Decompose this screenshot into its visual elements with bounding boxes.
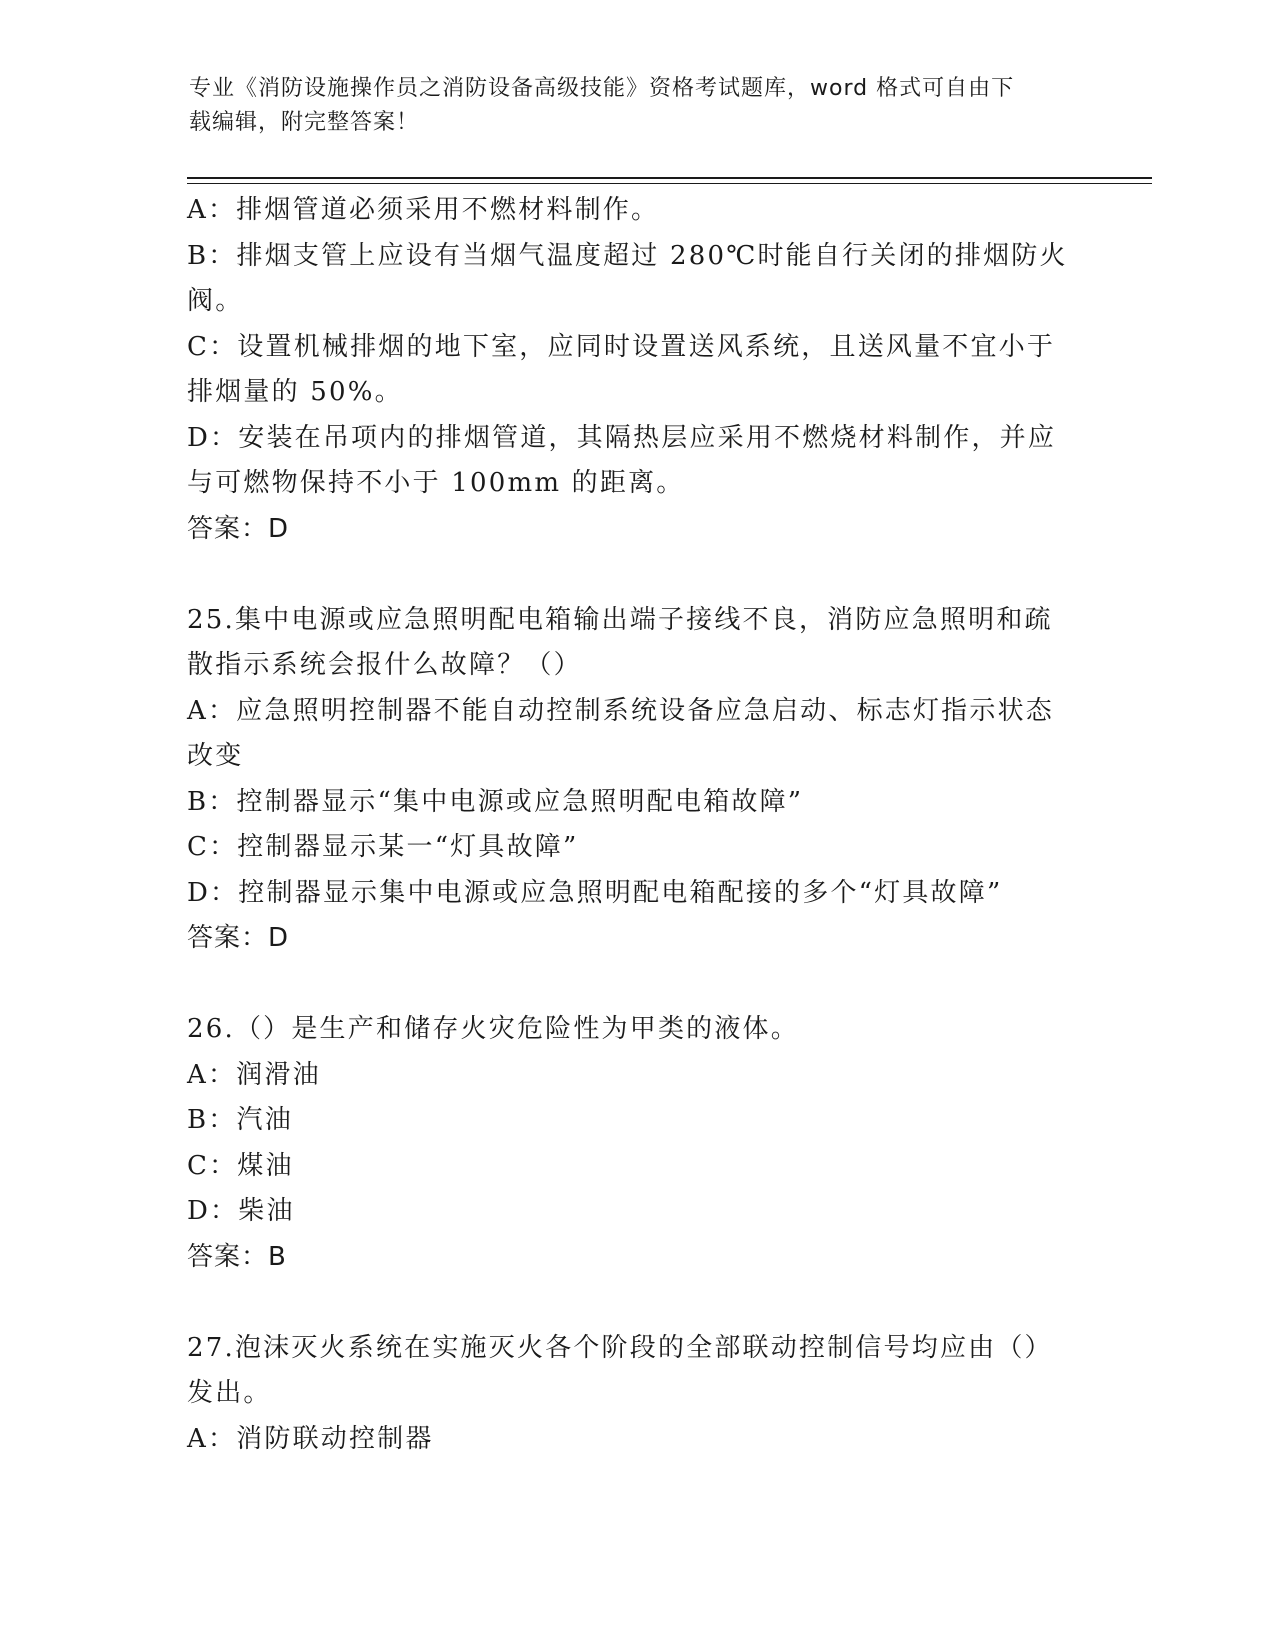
question-stem: 25.集中电源或应急照明配电箱输出端子接线不良，消防应急照明和疏 [187, 604, 1053, 635]
spacer [187, 1280, 1087, 1326]
question-26-block [187, 1007, 1087, 1280]
option-a: A：应急照明控制器不能自动控制系统设备应急启动、标志灯指示状态 [187, 695, 1054, 726]
header-rule-thin [187, 183, 1152, 184]
option-d: D：安装在吊项内的排烟管道，其隔热层应采用不燃烧材料制作，并应 [187, 422, 1057, 453]
option-b: B：控制器显示“集中电源或应急照明配电箱故障” [187, 786, 804, 817]
spacer [187, 962, 1087, 1008]
question-24-block [187, 188, 1087, 552]
answer: 答案：D [187, 923, 290, 953]
option-d: D：控制器显示集中电源或应急照明配电箱配接的多个“灯具故障” [187, 877, 1003, 908]
question-stem: 26.（）是生产和储存火灾危险性为甲类的液体。 [187, 1014, 799, 1044]
option-b: B：排烟支管上应设有当烟气温度超过 280℃时能自行关闭的排烟防火 [187, 240, 1068, 271]
answer: 答案：D [187, 513, 290, 544]
question-content [187, 188, 1087, 1462]
option-c: C：设置机械排烟的地下室，应同时设置送风系统，且送风量不宜小于 [187, 331, 1056, 362]
option-c: C：煤油 [187, 1150, 294, 1181]
option-a: A：消防联动控制器 [187, 1423, 434, 1454]
question-25-block [187, 598, 1087, 962]
question-27-block [187, 1326, 1087, 1463]
option-c: C：控制器显示某一“灯具故障” [187, 832, 579, 862]
option-d: D：柴油 [187, 1196, 295, 1226]
header-rule-thick [187, 177, 1152, 179]
option-a-cont: 改变 [187, 741, 244, 771]
option-b: B：汽油 [187, 1105, 293, 1135]
option-b-cont: 阀。 [187, 286, 244, 316]
answer: 答案：B [187, 1241, 287, 1272]
option-d-cont: 与可燃物保持不小于 100mm 的距离。 [187, 468, 685, 498]
option-c-cont: 排烟量的 50%。 [187, 377, 403, 407]
header-line-1: 专业《消防设施操作员之消防设备高级技能》资格考试题库，word 格式可自由下 [189, 76, 1015, 101]
page-header [189, 72, 1089, 140]
header-line-2: 载编辑，附完整答案！ [189, 110, 420, 135]
spacer [187, 552, 1087, 598]
option-a: A：排烟管道必须采用不燃材料制作。 [187, 195, 660, 225]
option-a: A：润滑油 [187, 1059, 321, 1090]
question-stem-cont: 散指示系统会报什么故障？（） [187, 650, 582, 680]
question-stem: 27.泡沫灭火系统在实施灭火各个阶段的全部联动控制信号均应由（） [187, 1332, 1053, 1363]
question-stem-cont: 发出。 [187, 1378, 272, 1408]
